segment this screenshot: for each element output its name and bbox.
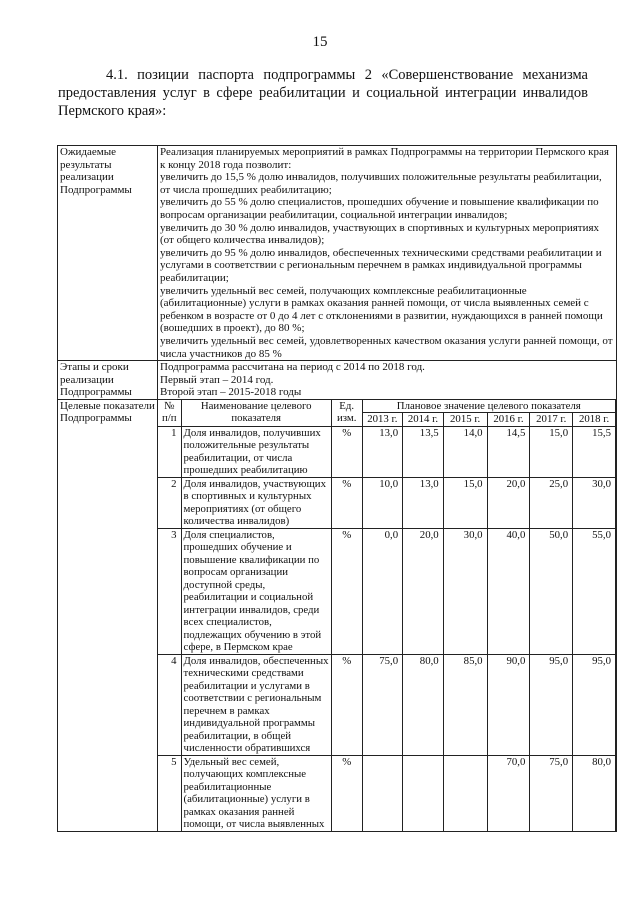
row-num: 2: [158, 477, 181, 528]
row-unit: %: [331, 654, 362, 755]
row-value: 80,0: [403, 654, 444, 755]
header-year: 2014 г.: [403, 413, 444, 427]
table-row: [158, 654, 616, 755]
row-value: 70,0: [487, 755, 530, 831]
row-value: 15,0: [530, 426, 573, 477]
row-unit: %: [331, 426, 362, 477]
header-year: 2017 г.: [530, 413, 573, 427]
results-line: увеличить до 30 % долю инвалидов, участвующих в спортивных и культурных мероприятиях (от общего количества инвалидов);: [160, 221, 600, 247]
section-heading: 4.1. позиции паспорта подпрограммы 2 «Совершенствование механизма предоставления услуг в сфере реабилитации и социальной интеграции инвалидов Пермского края»:: [58, 67, 588, 119]
row-value: 50,0: [530, 528, 573, 654]
row-value: 75,0: [530, 755, 573, 831]
row-value: [443, 755, 487, 831]
row-name: Доля специалистов, прошедших обучение и повышение квалификации по вопросам организации доступной среды, реабилитации и социальной интеграции инвалидов, среди всех специалистов, подлежащих обучению в этой сфере, в Пермском крае: [181, 528, 331, 654]
results-line: увеличить до 55 % долю специалистов, прошедших обучение и повышение квалификации по вопросам организации реабилитации, социальной интеграции инвалидов;: [160, 196, 599, 221]
header-num: № п/п: [158, 400, 181, 427]
stages-text: [158, 361, 617, 400]
row-value: 55,0: [573, 528, 616, 654]
row-value: 30,0: [443, 528, 487, 654]
row-unit: %: [331, 477, 362, 528]
stages-line: Подпрограмма рассчитана на период с 2014 по 2018 год.: [160, 361, 425, 374]
results-label: Ожидаемые результаты реализации Подпрограммы: [58, 146, 158, 361]
results-line: увеличить до 15,5 % долю инвалидов, получивших положительные результаты реабилитации, от числа прошедших реабилитацию;: [160, 171, 602, 196]
results-line: Реализация планируемых мероприятий в рамках Подпрограммы на территории Пермского края к концу 2018 года позволит:: [160, 146, 609, 171]
row-value: 10,0: [362, 477, 403, 528]
indicators-label: Целевые показатели Подпрограммы: [58, 399, 158, 831]
row-value: 13,0: [403, 477, 444, 528]
row-num: 3: [158, 528, 181, 654]
stages-row: [58, 361, 617, 400]
row-num: 4: [158, 654, 181, 755]
row-num: 1: [158, 426, 181, 477]
indicators-cell: [158, 399, 617, 831]
table-row: [158, 426, 616, 477]
row-value: 15,5: [573, 426, 616, 477]
row-value: 0,0: [362, 528, 403, 654]
header-year: 2016 г.: [487, 413, 530, 427]
row-value: 20,0: [487, 477, 530, 528]
row-value: 80,0: [573, 755, 616, 831]
row-name: Доля инвалидов, получивших положительные результаты реабилитации, от числа прошедших реабилитацию: [181, 426, 331, 477]
indicators-row: [58, 399, 617, 831]
header-unit: Ед. изм.: [331, 400, 362, 427]
row-value: 40,0: [487, 528, 530, 654]
results-line: увеличить удельный вес семей, получающих комплексные реабилитационные (абилитационные) услуги в рамках оказания ранней помощи, от числа выявленных семей с ребенком в возрасте от 0 до 4 лет с отклонениями в развитии, нуждающихся в ранней помощи (вошедших в проект), до 80 %;: [160, 284, 603, 335]
row-value: 14,5: [487, 426, 530, 477]
row-value: 75,0: [362, 654, 403, 755]
stages-line: Первый этап – 2014 год.: [160, 373, 274, 386]
row-name: Доля инвалидов, участвующих в спортивных и культурных мероприятиях (от общего количества инвалидов): [181, 477, 331, 528]
row-value: 85,0: [443, 654, 487, 755]
header-year: 2015 г.: [443, 413, 487, 427]
row-value: 25,0: [530, 477, 573, 528]
indicators-table: [158, 400, 616, 831]
header-year: 2013 г.: [362, 413, 403, 427]
row-name: Удельный вес семей, получающих комплексные реабилитационные (абилитационные) услуги в рамках оказания ранней помощи, от числа выявленных: [181, 755, 331, 831]
row-value: 13,0: [362, 426, 403, 477]
row-unit: %: [331, 528, 362, 654]
row-name: Доля инвалидов, обеспеченных техническими средствами реабилитации и услугами в соответствии с региональным перечнем в рамках индивидуальной программы реабилитации, в общей численности обратившихся: [181, 654, 331, 755]
table-row: [158, 477, 616, 528]
row-value: 90,0: [487, 654, 530, 755]
header-planned: Плановое значение целевого показателя: [362, 400, 615, 413]
header-year: 2018 г.: [573, 413, 616, 427]
table-row: [158, 528, 616, 654]
stages-line: Второй этап – 2015-2018 годы: [160, 386, 302, 399]
row-value: [362, 755, 403, 831]
row-value: 95,0: [573, 654, 616, 755]
page-number: 15: [312, 34, 328, 50]
row-unit: %: [331, 755, 362, 831]
row-value: 30,0: [573, 477, 616, 528]
results-line: увеличить до 95 % долю инвалидов, обеспеченных техническими средствами реабилитации и услугами в соответствии с региональным перечнем в рамках индивидуальной программы реабилитации;: [160, 246, 602, 284]
row-value: 20,0: [403, 528, 444, 654]
row-value: 14,0: [443, 426, 487, 477]
header-name: Наименование целевого показателя: [181, 400, 331, 427]
results-row: [58, 146, 617, 361]
row-num: 5: [158, 755, 181, 831]
stages-label: Этапы и сроки реализации Подпрограммы: [58, 361, 158, 400]
row-value: 13,5: [403, 426, 444, 477]
results-line: увеличить удельный вес семей, удовлетворенных качеством оказания услуги ранней помощи, от числа участников до 85 %: [160, 334, 613, 360]
results-text: [158, 146, 617, 361]
passport-table: [57, 145, 617, 832]
row-value: [403, 755, 444, 831]
row-value: 15,0: [443, 477, 487, 528]
row-value: 95,0: [530, 654, 573, 755]
table-row: [158, 755, 616, 831]
indicators-header-row: [158, 400, 616, 413]
